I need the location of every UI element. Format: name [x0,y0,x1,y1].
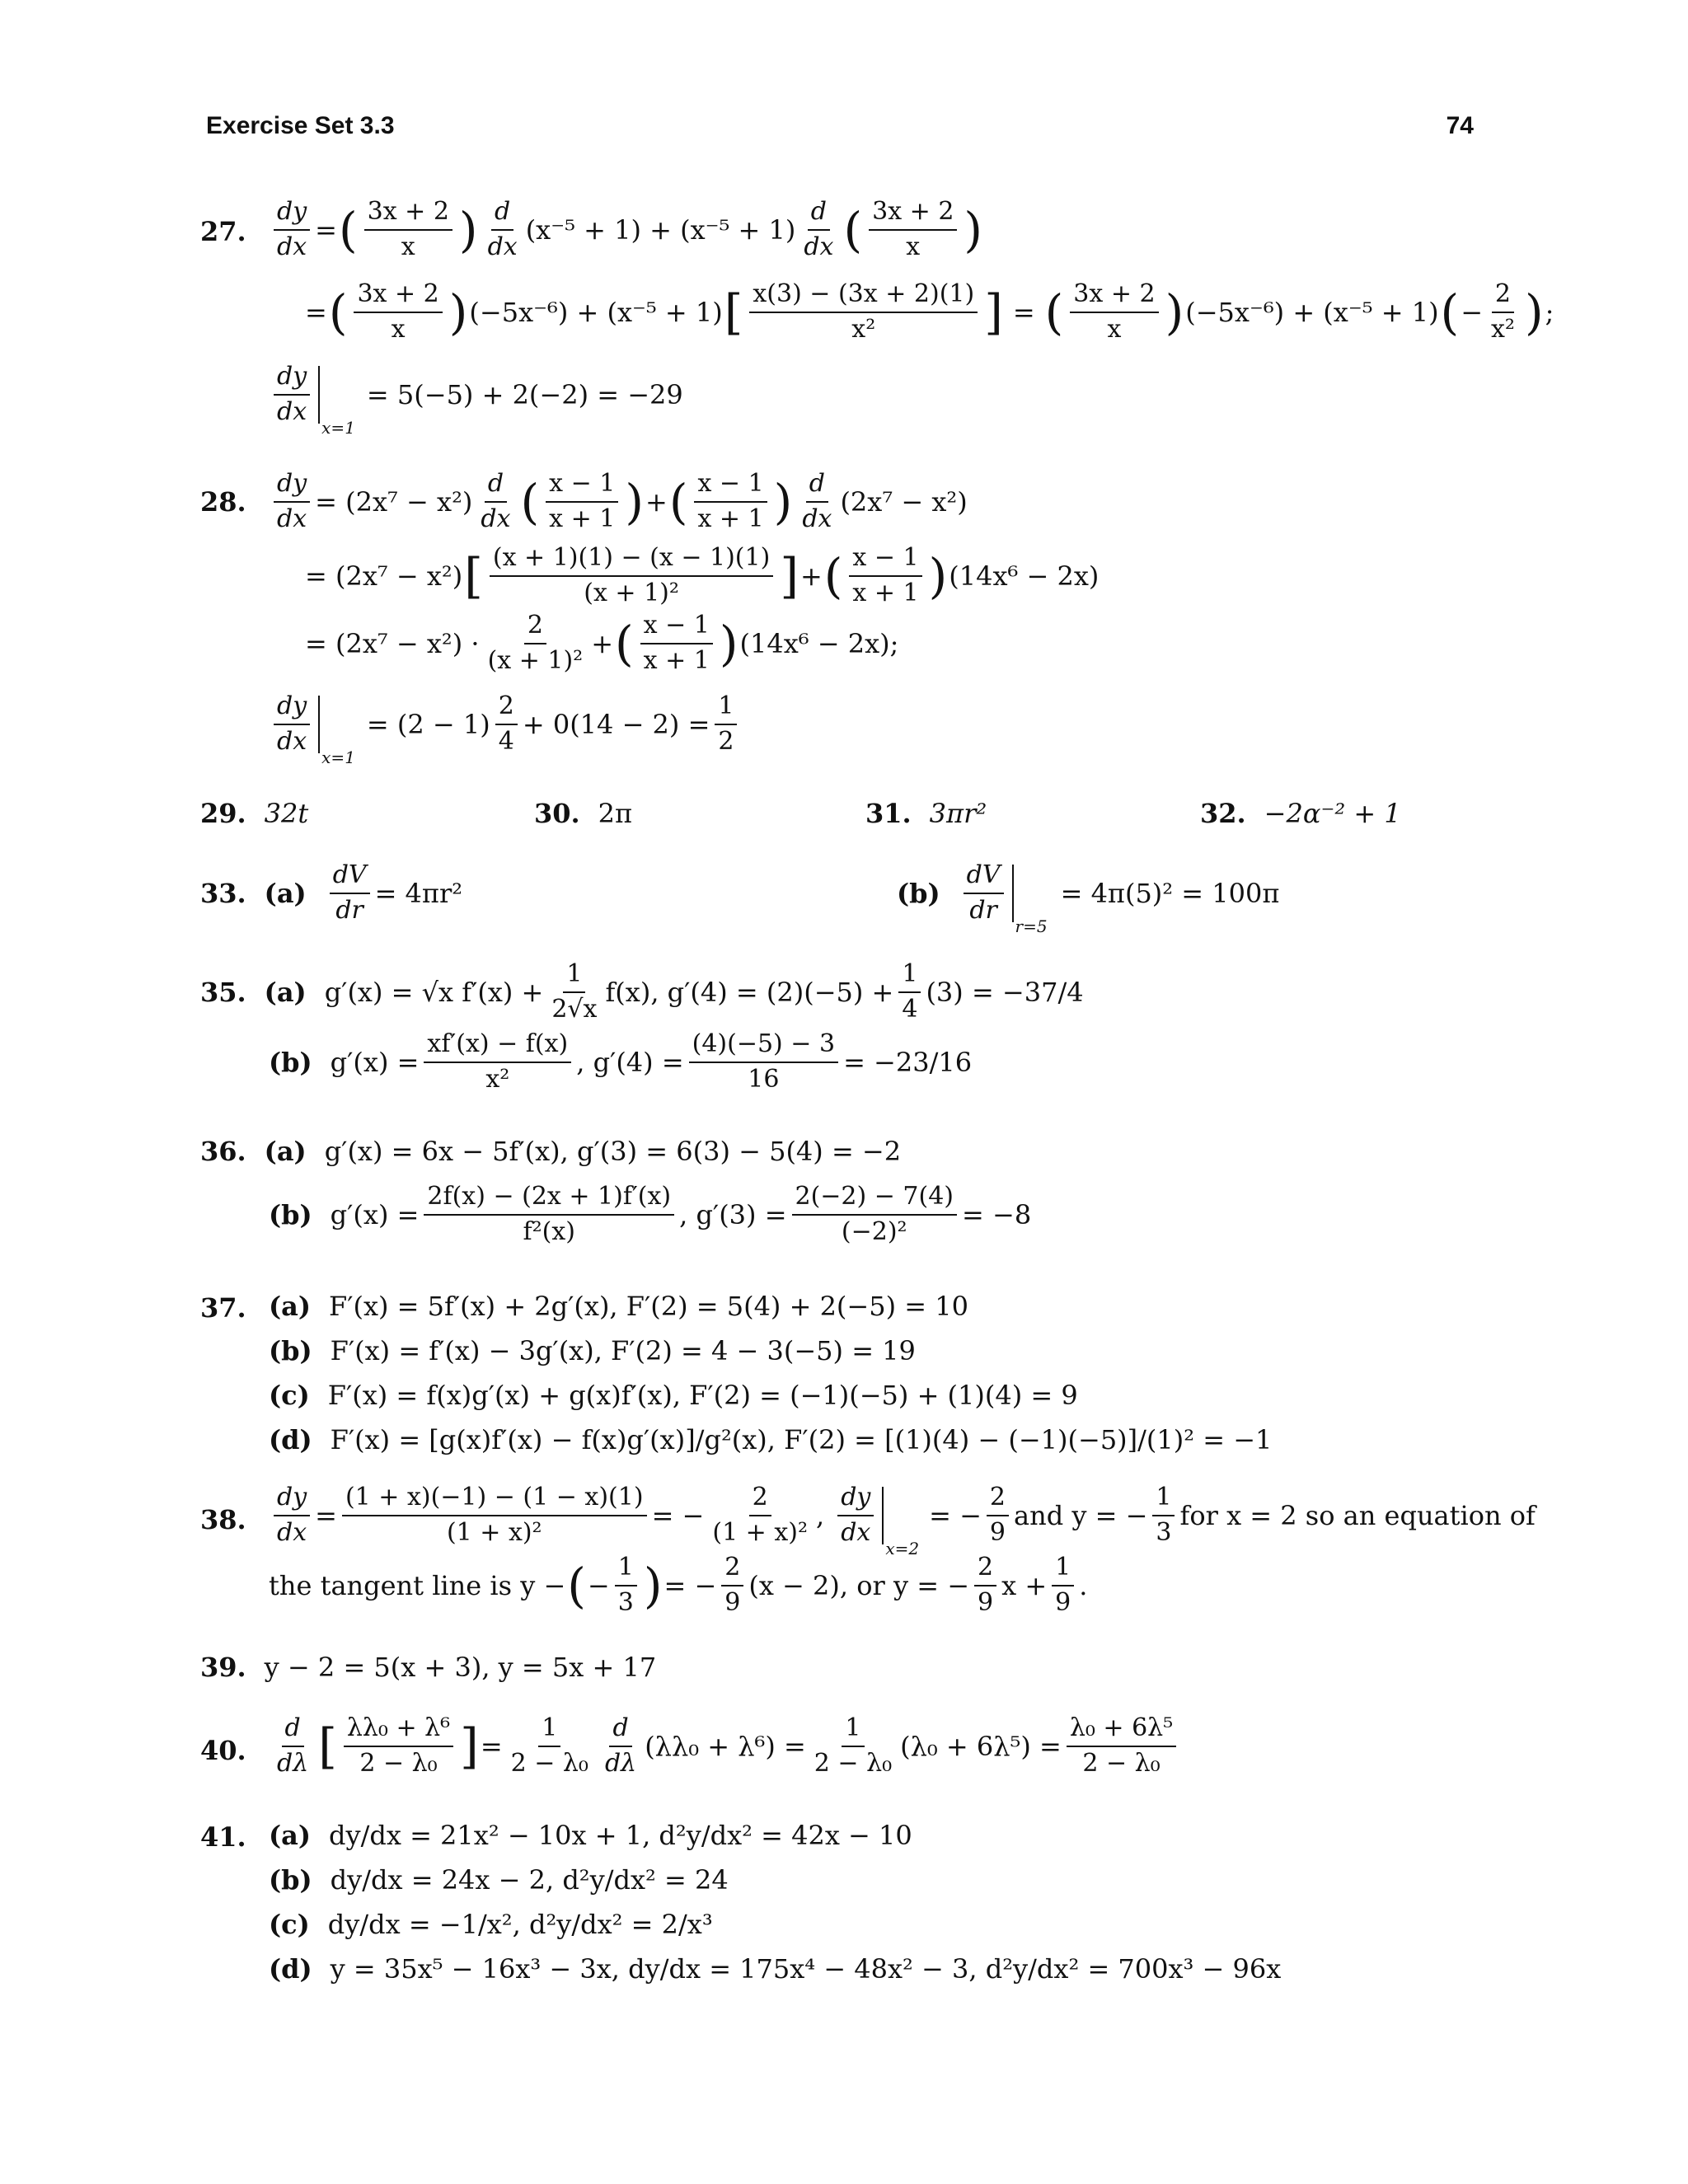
problem-35b: (b) g′(x) = $\frac{xf'(x) - f(x)}{\text{x²}}$ , g′(4) = $\frac{(4)(-5) - 3}{16}$ = −23/16 [269,1029,973,1094]
problem-31: 31. 3πr² [865,798,987,829]
problem-number-27: 27. [200,216,246,247]
problem-36b: (b) g′(x) = $\frac{2f(x) - (2x + 1)f'(x)}{\text{f²(x)}}$ , g′(3) = $\frac{2(-2) - 7(4)}{\text{(−2)²}}$ = −8 [269,1182,1032,1246]
page-number: 74 [1446,112,1474,139]
p27-line-2: = ( $\frac{3x + 2}{x}$ ) (−5x⁻⁶) + (x⁻⁵ + 1) [ $\frac{x(3) - (3x + 2)(1)}{\text{x²}}$ ] = ( $\frac{3x + 2}{x}$ ) (−5x⁻⁶) + (x⁻⁵ + 1) ( − $\frac{2}{\text{x²}}$ ) ; [305,279,1554,344]
problem-37c: (c) F′(x) = f(x)g′(x) + g(x)f′(x), F′(2) = (−1)(−5) + (1)(4) = 9 [269,1380,1078,1411]
problem-33b: (b) $\frac{dV}{dr}$ r=5 = 4π(5)² = 100π [897,860,1280,936]
problem-37d: (d) F′(x) = [g(x)f′(x) − f(x)g′(x)]/g²(x), F′(2) = [(1)(4) − (−1)(−5)]/(1)² = −1 [269,1424,1273,1455]
p27-line-1: $\frac{dy}{dx}$ = ( $\frac{3x + 2}{x}$ ) $\frac{d}{dx}$ (x⁻⁵ + 1) + (x⁻⁵ + 1) $\frac{d}{dx}$ ( $\frac{3x + 2}{x}$ ) [269,198,984,261]
problem-number-28: 28. [200,486,246,518]
p27-line-3: $\frac{dy}{dx}$ x=1 = 5(−5) + 2(−2) = −29 [269,363,683,426]
problem-37a: (a) F′(x) = 5f′(x) + 2g′(x), F′(2) = 5(4) + 2(−5) = 10 [269,1291,968,1322]
p40-line: $\frac{d}{d\lambda}$ [ $\frac{\text{λλ₀ + λ⁶}}{\text{2 − λ₀}}$ ] = $\frac{1}{\text{2 − λ₀}}$ $\frac{d}{d\lambda}$ (λλ₀ + λ⁶) = $\frac{1}{\text{2 − λ₀}}$ (λ₀ + 6λ⁵) = $\frac{\text{λ₀ + 6λ⁵}}{\text{2 − λ₀}}$ [269,1714,1181,1778]
p28-line-4: $\frac{dy}{dx}$ x=1 = (2 − 1) $\frac{2}{4}$ + 0(14 − 2) = $\frac{1}{2}$ [269,692,742,756]
problem-39: 39. y − 2 = 5(x + 3), y = 5x + 17 [200,1652,657,1683]
problem-41a: (a) dy/dx = 21x² − 10x + 1, d²y/dx² = 42x − 10 [269,1820,912,1851]
p38-line-1: $\frac{dy}{dx}$ = $\frac{(1 + x)(-1) - (1 - x)(1)}{\text{(1 + x)²}}$ = − $\frac{2}{\text{(1 + x)²}}$ , $\frac{dy}{dx}$ x=2 = − $\frac{2}{9}$ and y = − $\frac{1}{3}$ for x = 2 so an equation of [269,1483,1536,1547]
problem-number-37: 37. [200,1292,246,1324]
problem-number-38: 38. [200,1504,246,1535]
p28-line-2: = (2x⁷ − x²) [ $\frac{(x + 1)(1) - (x - 1)(1)}{\text{(x + 1)²}}$ ] + ( $\frac{x - 1}{x + 1}$ ) (14x⁶ − 2x) [305,543,1100,607]
problem-number-40: 40. [200,1735,246,1766]
p38-line-2: the tangent line is y − ( − $\frac{1}{3}$ ) = − $\frac{2}{9}$ (x − 2), or y = − $\frac{2}{9}$ x + $\frac{1}{9}$ . [269,1553,1088,1617]
problem-36a: 36. (a) g′(x) = 6x − 5f′(x), g′(3) = 6(3) − 5(4) = −2 [200,1136,902,1167]
p28-line-1: $\frac{dy}{dx}$ = (2x⁷ − x²) $\frac{d}{dx}$ ( $\frac{x - 1}{x + 1}$ ) + ( $\frac{x - 1}{x + 1}$ ) $\frac{d}{dx}$ (2x⁷ − x²) [269,470,968,533]
problem-41c: (c) dy/dx = −1/x², d²y/dx² = 2/x³ [269,1909,713,1940]
problem-37b: (b) F′(x) = f′(x) − 3g′(x), F′(2) = 4 − 3(−5) = 19 [269,1335,916,1366]
header-title: Exercise Set 3.3 [206,112,395,139]
problem-41b: (b) dy/dx = 24x − 2, d²y/dx² = 24 [269,1864,729,1896]
problem-41d: (d) y = 35x⁵ − 16x³ − 3x, dy/dx = 175x⁴ − 48x² − 3, d²y/dx² = 700x³ − 96x [269,1953,1282,1985]
problem-number-41: 41. [200,1821,246,1853]
problem-29: 29. 32t [200,798,309,829]
problem-32: 32. −2α⁻² + 1 [1200,798,1401,829]
problem-33a: 33. (a) $\frac{dV}{dr}$ = 4πr² [200,860,463,925]
p28-line-3: = (2x⁷ − x²) · $\frac{2}{\text{(x + 1)²}}$ + ( $\frac{x - 1}{x + 1}$ ) (14x⁶ − 2x); [305,611,899,675]
problem-35a: 35. (a) g′(x) = √x f′(x) + $\frac{1}{2√x}$ f(x), g′(4) = (2)(−5) + $\frac{1}{4}$ (3) = −37/4 [200,959,1084,1024]
problem-30: 30. 2π [534,798,633,829]
